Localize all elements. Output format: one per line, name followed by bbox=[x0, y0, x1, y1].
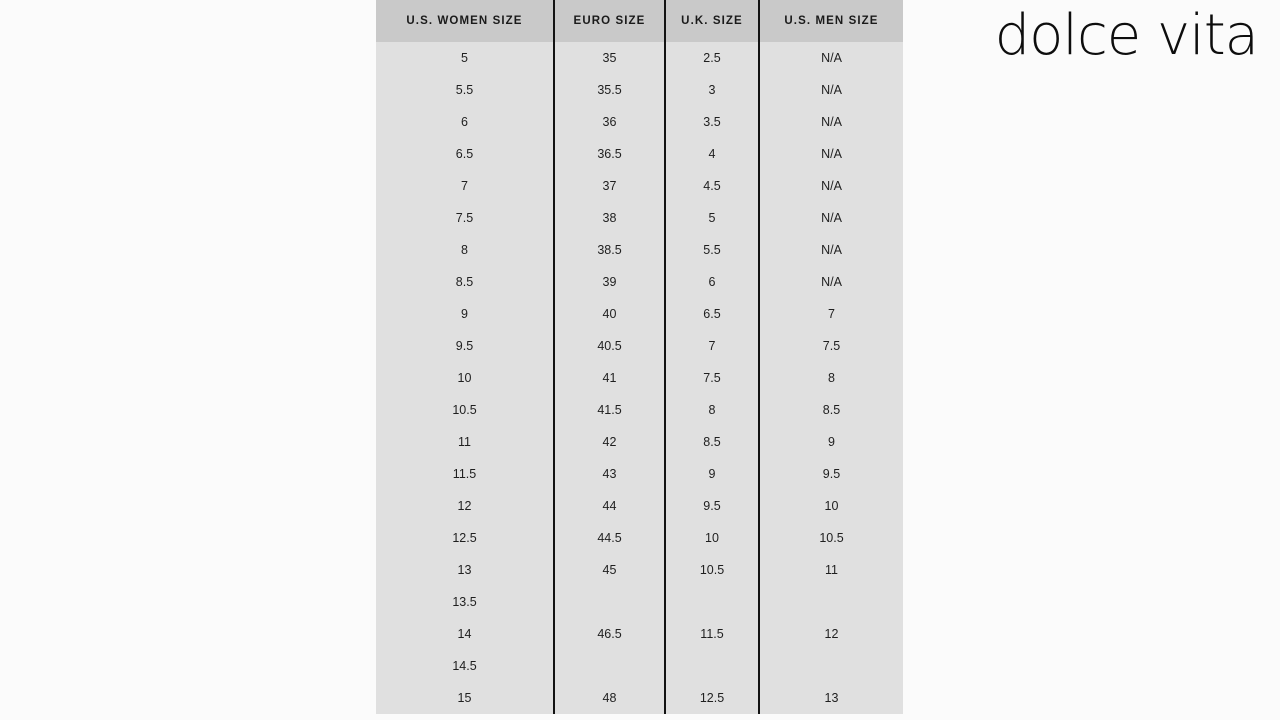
table-header-row bbox=[376, 0, 903, 42]
table-row bbox=[376, 490, 903, 522]
table-cell: 5.5 bbox=[376, 74, 554, 106]
table-row bbox=[376, 682, 903, 714]
table-cell: 8.5 bbox=[759, 394, 903, 426]
table-row bbox=[376, 650, 903, 682]
table-cell: 6 bbox=[665, 266, 759, 298]
table-cell: 11.5 bbox=[376, 458, 554, 490]
table-cell: N/A bbox=[759, 74, 903, 106]
table-cell: 9 bbox=[759, 426, 903, 458]
table-cell: 10 bbox=[759, 490, 903, 522]
table-header bbox=[376, 0, 903, 42]
table-cell: 15 bbox=[376, 682, 554, 714]
table-row bbox=[376, 74, 903, 106]
table-cell: 13 bbox=[759, 682, 903, 714]
table-body bbox=[376, 42, 903, 714]
table-cell: 35 bbox=[554, 42, 665, 74]
table-cell: 10.5 bbox=[376, 394, 554, 426]
size-conversion-table bbox=[376, 0, 903, 714]
table-cell: 38 bbox=[554, 202, 665, 234]
table-cell: 13.5 bbox=[376, 586, 554, 618]
table-cell: 10.5 bbox=[759, 522, 903, 554]
table-cell: 41.5 bbox=[554, 394, 665, 426]
table-cell: 11 bbox=[376, 426, 554, 458]
table-row bbox=[376, 106, 903, 138]
table-cell bbox=[759, 650, 903, 682]
table-cell: N/A bbox=[759, 202, 903, 234]
column-header-us-women: U.S. WOMEN SIZE bbox=[376, 0, 554, 42]
table-cell: 8 bbox=[665, 394, 759, 426]
table-cell: 10 bbox=[376, 362, 554, 394]
table-cell: 3.5 bbox=[665, 106, 759, 138]
table-cell: 46.5 bbox=[554, 618, 665, 650]
table-cell bbox=[554, 586, 665, 618]
table-cell: 6.5 bbox=[376, 138, 554, 170]
table-cell: 11.5 bbox=[665, 618, 759, 650]
table-cell: 44 bbox=[554, 490, 665, 522]
table-cell: 8 bbox=[376, 234, 554, 266]
table-cell: 40 bbox=[554, 298, 665, 330]
table-cell: 9 bbox=[665, 458, 759, 490]
table-row bbox=[376, 298, 903, 330]
table-cell: 7 bbox=[759, 298, 903, 330]
table-cell: 2.5 bbox=[665, 42, 759, 74]
table-row bbox=[376, 42, 903, 74]
table-cell: 35.5 bbox=[554, 74, 665, 106]
table-cell: 38.5 bbox=[554, 234, 665, 266]
table-cell: 6 bbox=[376, 106, 554, 138]
table-cell: 4.5 bbox=[665, 170, 759, 202]
table-row bbox=[376, 138, 903, 170]
table-cell: 7 bbox=[665, 330, 759, 362]
table-cell bbox=[554, 650, 665, 682]
table-cell: 48 bbox=[554, 682, 665, 714]
table-row bbox=[376, 362, 903, 394]
table-cell: 9.5 bbox=[376, 330, 554, 362]
column-header-uk: U.K. SIZE bbox=[665, 0, 759, 42]
table-cell: 14 bbox=[376, 618, 554, 650]
table-cell: N/A bbox=[759, 266, 903, 298]
table-row bbox=[376, 234, 903, 266]
table-cell: 8 bbox=[759, 362, 903, 394]
column-header-us-men: U.S. MEN SIZE bbox=[759, 0, 903, 42]
table-cell: 5 bbox=[376, 42, 554, 74]
table-row bbox=[376, 394, 903, 426]
table-row bbox=[376, 554, 903, 586]
table-cell: N/A bbox=[759, 170, 903, 202]
table-cell: 5.5 bbox=[665, 234, 759, 266]
table-cell: 8.5 bbox=[376, 266, 554, 298]
table-cell: 37 bbox=[554, 170, 665, 202]
table-cell: 11 bbox=[759, 554, 903, 586]
table-cell: 7 bbox=[376, 170, 554, 202]
table-cell: 9.5 bbox=[665, 490, 759, 522]
table-cell: 7.5 bbox=[376, 202, 554, 234]
table-cell: 43 bbox=[554, 458, 665, 490]
table-cell: 5 bbox=[665, 202, 759, 234]
brand-logo: dolce vita bbox=[994, 3, 1258, 68]
table-cell: 7.5 bbox=[759, 330, 903, 362]
table-cell: 45 bbox=[554, 554, 665, 586]
table-row bbox=[376, 458, 903, 490]
table-cell bbox=[759, 586, 903, 618]
table-cell: 9.5 bbox=[759, 458, 903, 490]
table-cell: 10.5 bbox=[665, 554, 759, 586]
table-cell bbox=[665, 650, 759, 682]
table-cell bbox=[665, 586, 759, 618]
table-row bbox=[376, 522, 903, 554]
table-cell: N/A bbox=[759, 106, 903, 138]
table-row bbox=[376, 266, 903, 298]
table-cell: 12.5 bbox=[376, 522, 554, 554]
table-cell: 40.5 bbox=[554, 330, 665, 362]
table-cell: 6.5 bbox=[665, 298, 759, 330]
table-row bbox=[376, 426, 903, 458]
table-cell: 36 bbox=[554, 106, 665, 138]
table-cell: 12 bbox=[376, 490, 554, 522]
table-cell: N/A bbox=[759, 138, 903, 170]
table-cell: 41 bbox=[554, 362, 665, 394]
table-cell: 14.5 bbox=[376, 650, 554, 682]
table-cell: 8.5 bbox=[665, 426, 759, 458]
table-cell: 36.5 bbox=[554, 138, 665, 170]
table-cell: 12.5 bbox=[665, 682, 759, 714]
table-row bbox=[376, 586, 903, 618]
table-cell: 9 bbox=[376, 298, 554, 330]
table-cell: 42 bbox=[554, 426, 665, 458]
table-cell: 10 bbox=[665, 522, 759, 554]
table-row bbox=[376, 202, 903, 234]
table-cell: 3 bbox=[665, 74, 759, 106]
table-row bbox=[376, 618, 903, 650]
table-cell: N/A bbox=[759, 42, 903, 74]
table-row bbox=[376, 170, 903, 202]
table-cell: N/A bbox=[759, 234, 903, 266]
table-cell: 4 bbox=[665, 138, 759, 170]
table-cell: 44.5 bbox=[554, 522, 665, 554]
table-cell: 39 bbox=[554, 266, 665, 298]
table-cell: 7.5 bbox=[665, 362, 759, 394]
column-header-euro: EURO SIZE bbox=[554, 0, 665, 42]
table-row bbox=[376, 330, 903, 362]
table-cell: 13 bbox=[376, 554, 554, 586]
table-cell: 12 bbox=[759, 618, 903, 650]
